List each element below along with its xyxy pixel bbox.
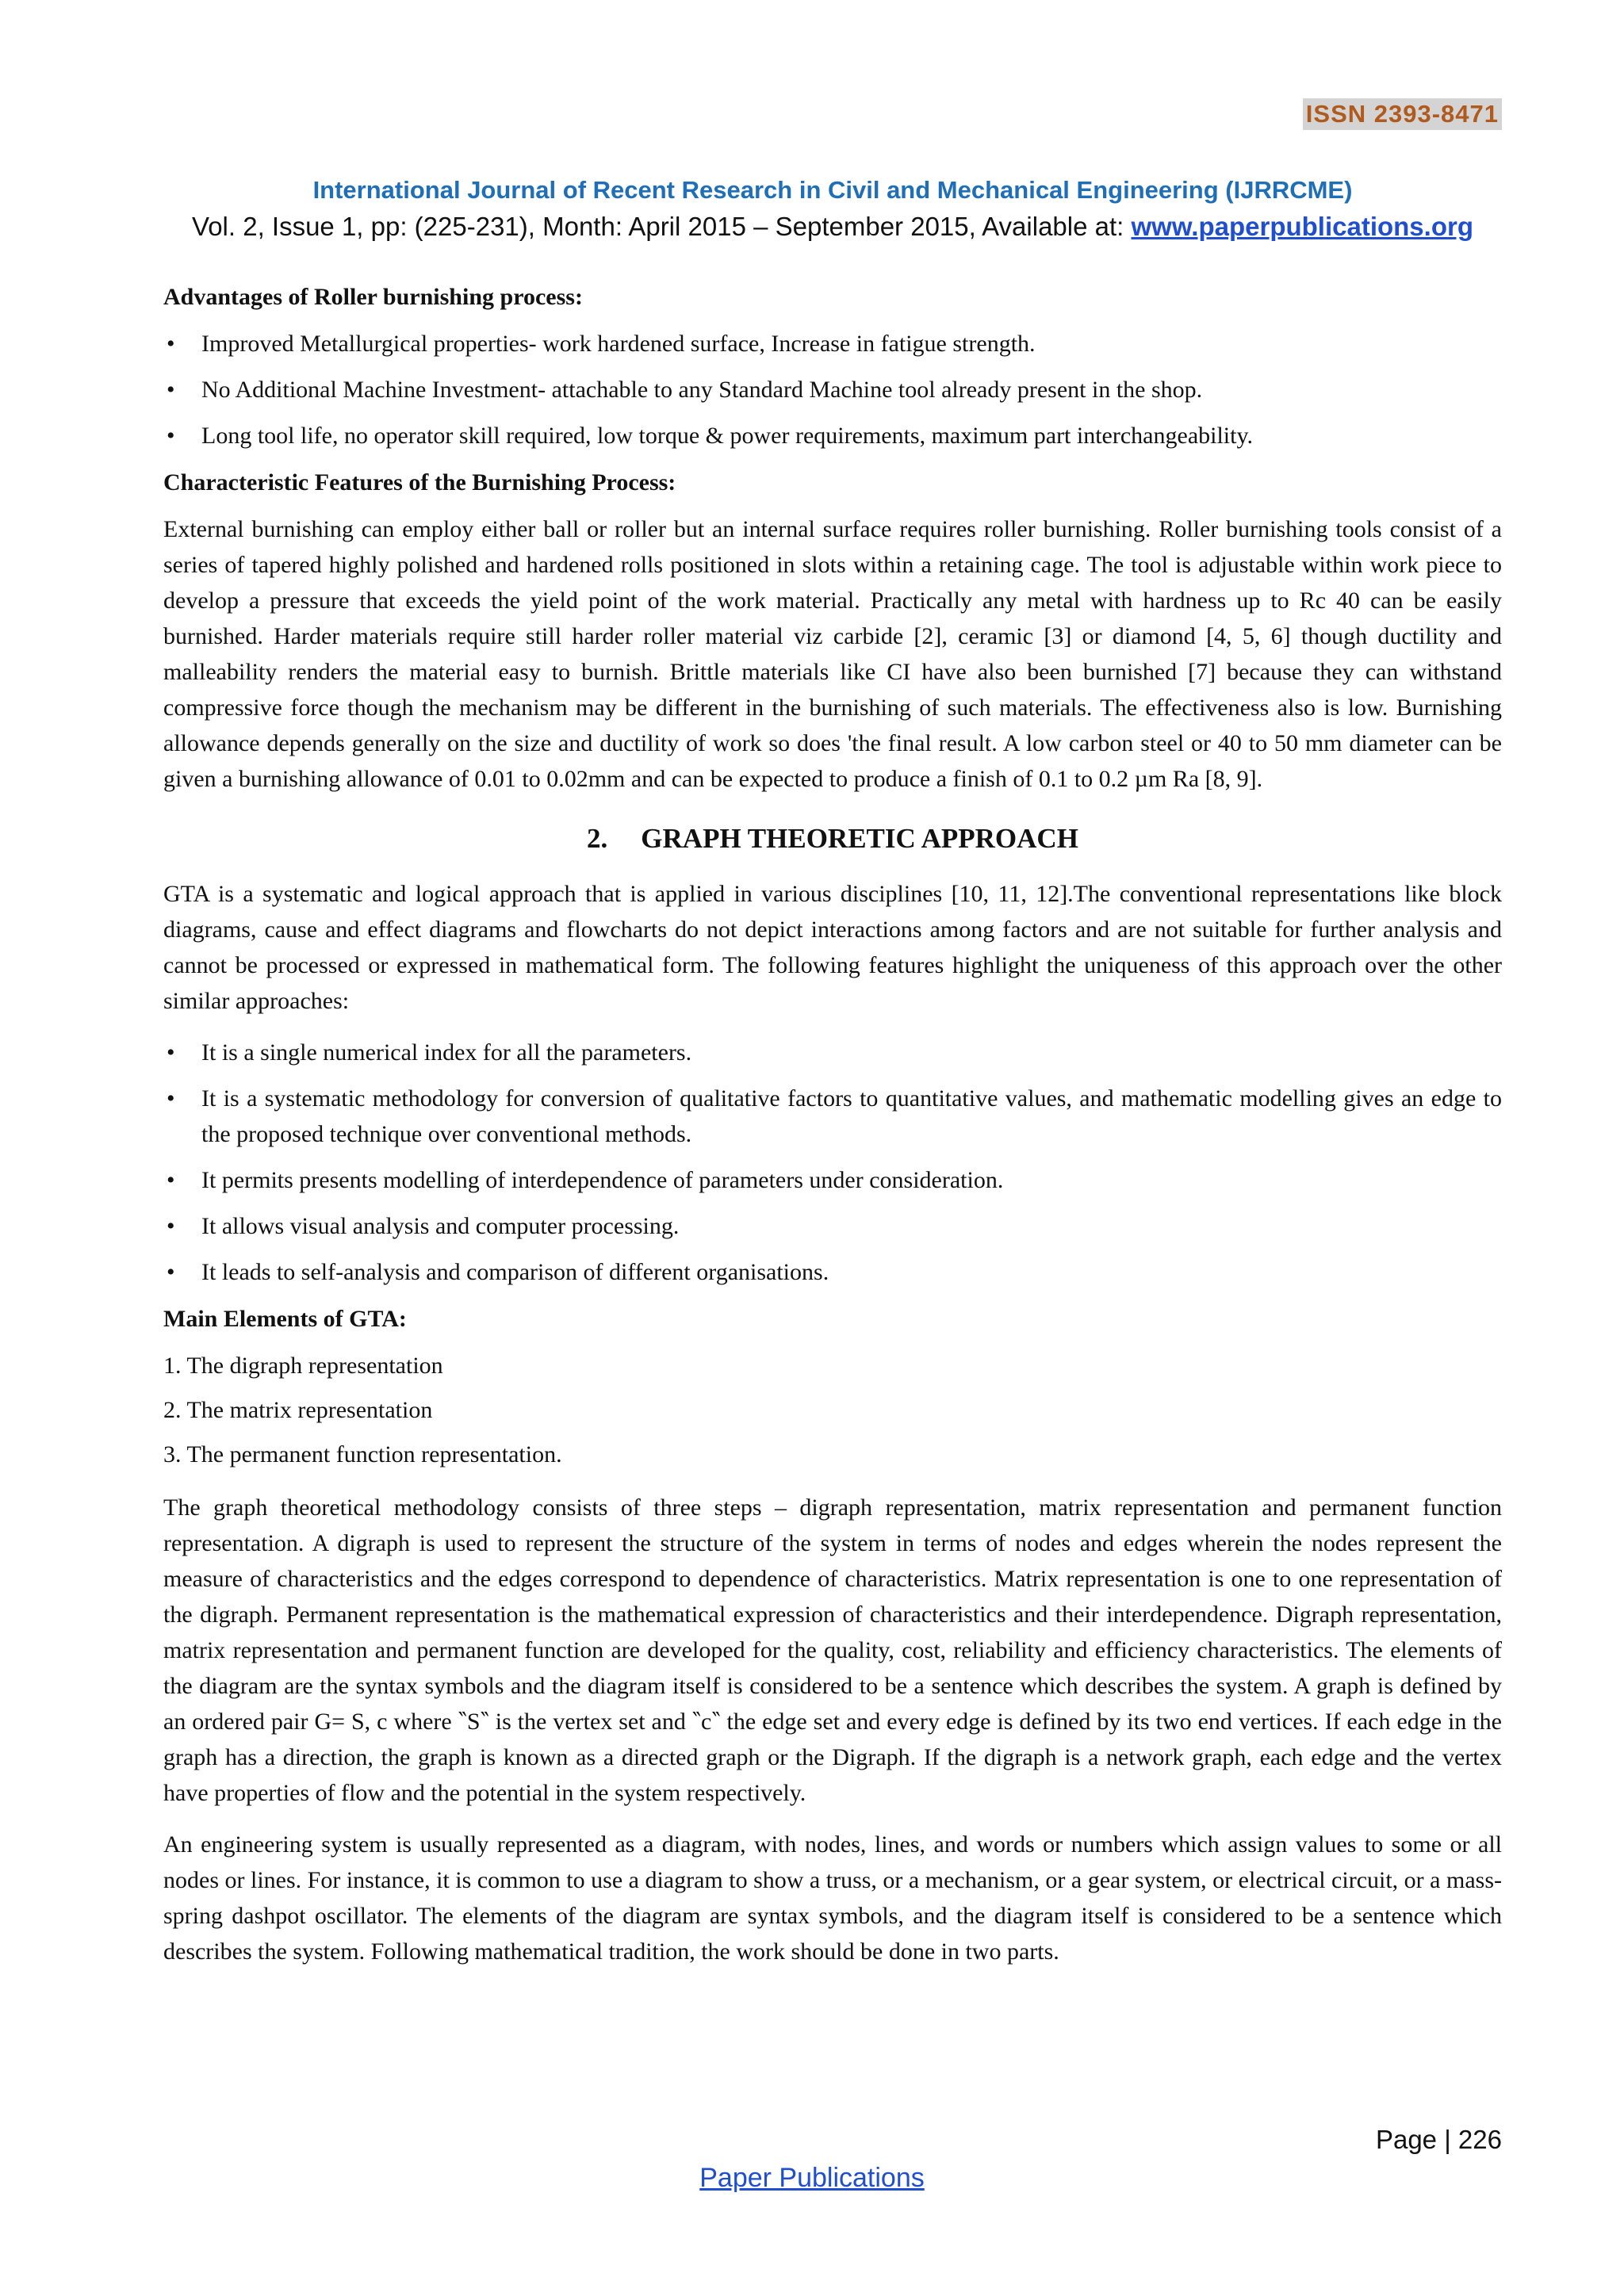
list-item: • Improved Metallurgical properties- work hardened surface, Increase in fatigue strength. xyxy=(163,326,1502,362)
list-item: • It allows visual analysis and computer processing. xyxy=(163,1208,1502,1244)
characteristics-heading: Characteristic Features of the Burnishing Process: xyxy=(163,469,676,496)
journal-title: International Journal of Recent Research in Civil and Mechanical Engineering (IJRRCME) xyxy=(312,176,1353,204)
list-item: 2. The matrix representation xyxy=(163,1397,433,1423)
gta-engineering-paragraph: An engineering system is usually represented as a diagram, with nodes, lines, and words or numbers which assign values to some or all nodes or lines. For instance, it is common to use a diagram to show a truss, or a mechanism, or a gear system, or electrical circuit, or a mass-spring dashpot oscillator. The elements of the diagram are syntax symbols, and the diagram itself is considered to be a sentence which describes the system. Following mathematical tradition, the work should be done in two parts. xyxy=(163,1831,1502,1965)
list-item: • Long tool life, no operator skill required, low torque & power requirements, maximum part interchangeability. xyxy=(163,418,1502,453)
list-item: • It is a systematic methodology for conversion of qualitative factors to quantitative values, and mathematic modelling gives an edge to the proposed technique over conventional methods. xyxy=(163,1081,1502,1152)
gta-intro-paragraph: GTA is a systematic and logical approach that is applied in various disciplines [10, 11, 12].The conventional representations like block diagrams, cause and effect diagrams and flowcharts do not depict interactions among factors and are not suitable for further analysis and cannot be processed or expressed in mathematical form. The following features highlight the uniqueness of this approach over the other similar approaches: xyxy=(163,881,1502,1014)
gta-elements-list xyxy=(163,1348,1502,1472)
section-title-text: GRAPH THEORETIC APPROACH xyxy=(641,823,1078,854)
advantages-heading: Advantages of Roller burnishing process: xyxy=(163,284,583,310)
list-item: 3. The permanent function representation. xyxy=(163,1441,562,1468)
characteristics-paragraph: External burnishing can employ either ball or roller but an internal surface requires roller burnishing. Roller burnishing tools consist of a series of tapered highly polished and hardened rolls positioned in slots within a retaining cage. The tool is adjustable within work piece to develop a pressure that exceeds the yield point of the work material. Practically any metal with hardness up to Rc 40 can be easily burnished. Harder materials require still harder roller material viz carbide [2], ceramic [3] or diamond [4, 5, 6] though ductility and malleability renders the material easy to burnish. Brittle materials like CI have also been burnished [7] because they can withstand compressive force though the mechanism may be different in the burnishing of such materials. The effectiveness also is low. Burnishing allowance depends generally on the size and ductility of work so does 'the final result. A low carbon steel or 40 to 50 mm diameter can be given a burnishing allowance of 0.01 to 0.02mm and can be expected to produce a finish of 0.1 to 0.2 µm Ra [8, 9]. xyxy=(163,516,1502,792)
gta-elements-heading: Main Elements of GTA: xyxy=(163,1306,407,1332)
journal-header xyxy=(163,173,1502,246)
section-title xyxy=(163,819,1502,859)
publisher-link[interactable]: Paper Publications xyxy=(699,2163,925,2193)
journal-website-link[interactable]: www.paperpublications.org xyxy=(1131,212,1473,241)
journal-meta-text: Vol. 2, Issue 1, pp: (225-231), Month: April 2015 – September 2015, Available at: xyxy=(192,212,1132,241)
list-item: • No Additional Machine Investment- attachable to any Standard Machine tool already present in the shop. xyxy=(163,372,1502,408)
list-item: • It leads to self-analysis and comparison of different organisations. xyxy=(163,1254,1502,1290)
issn-badge: ISSN 2393-8471 xyxy=(1303,98,1502,130)
article-body xyxy=(163,279,1502,1985)
list-item: • It permits presents modelling of interdependence of parameters under consideration. xyxy=(163,1162,1502,1198)
advantages-list xyxy=(163,326,1502,453)
list-item: • It is a single numerical index for all the parameters. xyxy=(163,1035,1502,1070)
list-item: 1. The digraph representation xyxy=(163,1353,443,1379)
section-number: 2. xyxy=(587,823,608,854)
journal-meta xyxy=(163,208,1502,246)
gta-features-list xyxy=(163,1035,1502,1290)
page-number: Page | 226 xyxy=(1375,2125,1502,2154)
gta-methodology-paragraph: The graph theoretical methodology consists of three steps – digraph representation, matrix representation and permanent function representation. A digraph is used to represent the structure of the system in terms of nodes and edges wherein the nodes represent the measure of characteristics and the edges correspond to dependence of characteristics. Matrix representation is one to one representation of the digraph. Permanent representation is the mathematical expression of characteristics and their interdependence. Digraph representation, matrix representation and permanent function are developed for the quality, cost, reliability and efficiency characteristics. The elements of the diagram are the syntax symbols and the diagram itself is considered to be a sentence which describes the system. A graph is defined by an ordered pair G= S, c where ‶S‶ is the vertex set and ‶c‶ the edge set and every edge is defined by its two end vertices. If each edge in the graph has a direction, the graph is known as a directed graph or the Digraph. If the digraph is a network graph, each edge and the vertex have properties of flow and the potential in the system respectively. xyxy=(163,1494,1502,1806)
